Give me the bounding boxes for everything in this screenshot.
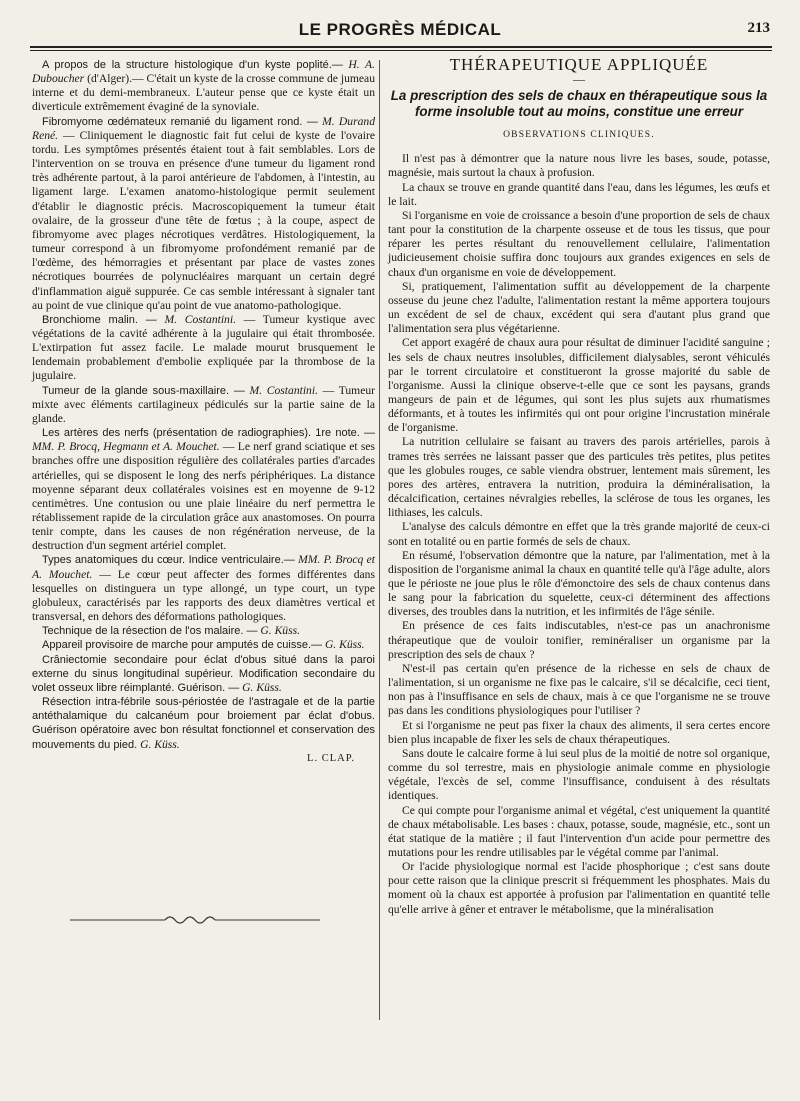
abstract-author: MM. P. Brocq, Hegmann et A. Mouchet. <box>32 440 220 454</box>
header-rule-thin <box>30 50 772 51</box>
abstract-item <box>32 115 375 313</box>
page-header <box>30 18 770 42</box>
section-dash: — <box>573 72 585 87</box>
abstract-item <box>32 426 375 553</box>
abstract-title: Les artères des nerfs (présentation de radiographies). 1re note. — <box>42 427 375 440</box>
abstract-author: H. A. Duboucher <box>32 58 375 86</box>
section-heading: THÉRAPEUTIQUE APPLIQUÉE <box>449 55 709 74</box>
abstract-item <box>32 695 375 752</box>
article-title: La prescription des sels de chaux en thérapeutique sous la forme insoluble tout au moins, constitue une erreur <box>390 88 768 120</box>
abstract-item <box>32 624 375 638</box>
article-paragraph: En présence de ces faits indiscutables, n'est-ce pas un anachronisme thérapeutique que de vouloir tonifier, reminéraliser un organisme par la prescription des sels de chaux ? <box>388 619 770 661</box>
page-number: 213 <box>747 20 770 36</box>
article-paragraph: Si l'organisme en voie de croissance a besoin d'une proportion de sels de chaux tant pour la constitution de la charpente osseuse et de tous les tissus, que pour réparer les pertes résultant du renouvellement cellulaire, l'alimentation judicieusement choisie suffira donc toujours aux grandes exigences en sels de chaux d'un organisme en voie de développement. <box>388 208 770 279</box>
journal-title: LE PROGRÈS MÉDICAL <box>298 20 502 39</box>
abstract-item <box>32 313 375 384</box>
article-paragraph: Or l'acide physiologique normal est l'acide phosphorique ; c'est sans doute pour cette raison que la clinique prescrit si fréquemment les phosphates. Mais du moment où la chaux est apportée à profusion par l'alimentation en quantité telle qu'elle arrive à gêner et entraver le métabolisme, que la minéralisation <box>388 860 770 916</box>
left-column <box>32 58 375 766</box>
header-rule-thick <box>30 46 772 48</box>
abstract-text: — Le cœur peut affecter des formes différentes dans lesquelles on distinguera un type allongé, un type court, un type globuleux, caractérisés par les rapports des deux diamètres vertical et transversal, en dehors des déformations pathologiques. <box>32 567 375 624</box>
abstract-text: — Le nerf grand sciatique et ses branches offre une disposition régulière des collatérales parties d'arcades artérielles, qui se disposent le long des nerfs périphériques. La distance moyenne séparant deux collatérales voisines est en moyenne de 9-12 centimètres. Une contusion ou une plaie linéaire du nerf permettra le rétablissement rapide de la circulation grâce aux anastomoses. On pourra tenir compte, dans les causes de non régénération nerveuse, de la destruction d'un segment artériel complet. <box>32 440 375 553</box>
abstract-title: Types anatomiques du cœur. Indice ventriculaire.— <box>42 554 295 567</box>
abstract-author: G. Küss. <box>260 624 301 638</box>
article-paragraph: Cet apport exagéré de chaux aura pour résultat de diminuer l'acidité sanguine ; les sels de chaux neutres insolubles, difficilement dialysables, seront véhiculés par le torrent circulatoire et constitueront la grosse majorité du sable de l'organisme. Aussi la clinique observe-t-elle que ce sont les paysans, grands mangeurs de pain et de légumes, qui sont les plus sujets aux rhumatismes déformants, et à toutes les infirmités qui ont pour origine l'incrustation minérale de l'organisme. <box>388 336 770 435</box>
observations-heading: OBSERVATIONS CLINIQUES. <box>503 130 655 141</box>
article-paragraph: La chaux se trouve en grande quantité dans l'eau, dans les légumes, les œufs et le lait. <box>388 180 770 208</box>
article-paragraph: Sans doute le calcaire forme à lui seul plus de la moitié de notre sol organique, comme du sol terrestre, mais en physiologie animale comme en physiologie végétale, l'excès de sel, comme l'insuffisance, conduisent à des résultats identiques. <box>388 746 770 803</box>
abstract-item <box>32 384 375 426</box>
abstract-author: G. Küss. <box>242 680 282 694</box>
abstract-title: Technique de la résection de l'os malaire. — <box>42 625 258 638</box>
abstract-author: M. Durand René. <box>32 114 375 142</box>
abstract-title: A propos de la structure histologique d'un kyste poplité.— <box>42 59 343 71</box>
article-paragraph: La nutrition cellulaire se faisant au travers des parois artérielles, parois à trames très serrées ne laissant passer que des particules très petites, plus petites que les globules rouges, ce sable viendra obstruer, lentement mais sûrement, les pores des artères, entravera la nutrition, produira la déminéralisation, la décalcification, certaines névralgies rebelles, la sclérose de tous les organes, les lithiases, les calculs. <box>388 435 770 520</box>
abstract-author: G. Küss. <box>140 737 180 751</box>
right-column <box>388 55 770 917</box>
abstract-author: M. Costantini. <box>249 383 318 397</box>
abstract-author: G. Küss. <box>324 638 365 652</box>
abstract-author: M. Costantini. <box>164 312 236 326</box>
abstract-author: MM. P. Brocq et A. Mouchet. <box>32 553 375 581</box>
article-paragraph: Ce qui compte pour l'organisme animal et végétal, c'est uniquement la quantité de chaux métabolisable. Les bases : chaux, potasse, soude, magnésie, etc., sont un état statique de la matière ; il faut l'intervention d'un acide pour permettre des mutations pour les rendre utilisables par le végétal comme par l'animal. <box>388 803 770 859</box>
abstract-title: Tumeur de la glande sous-maxillaire. — <box>42 384 245 397</box>
abstract-text: — Cliniquement le diagnostic fait fut celui de kyste de l'ovaire tordu. Les symptômes présentés étaient tout à fait semblables. Lors de l'intervention on se trouva en présence d'une tumeur du ligament rond très adhérente partout, à la paroi antérieure de l'abdomen, à l'intestin, au ligament large. L'examen anatomo-histologique permit seulement d'établir le diagnostic précis. Macroscopiquement la tumeur était ovalaire, de la grosseur d'une tête de fœtus ; à la coupe, aspect de fibromyome avec plages nécrotiques verdâtres. Histologiquement, la tumeur correspond à un fibromyome profondément remanié par de l'œdème, des hémorragies et présentant par place de vastes zones nécrotiques bourrées de polynucléaires marquant un certain degré d'inflammation aiguë suppurée. Ce cas semble intéressant à signaler tant au point de vue clinique qu'au point de vue anatomo-pathologique. <box>32 128 375 312</box>
abstract-item <box>32 653 375 695</box>
abstract-item <box>32 638 375 652</box>
article-paragraph: N'est-il pas certain qu'en présence de la richesse en sels de chaux de l'alimentation, si un organisme ne fixe pas le calcaire, s'il se décalcifie, ceci tient, non pas à l'insuffisance en sels de chaux, mais à ce que l'organisme ne se trouve pas dans les conditions physiologiques pour l'utiliser ? <box>388 661 770 718</box>
article-paragraph: Si, pratiquement, l'alimentation suffit au développement de la charpente osseuse du jeune chez l'adulte, l'alimentation restant la même apportera toujours un excédent de sel de chaux, excédent qui sera d'autant plus grand que l'alimentation sera plus végétarienne. <box>388 279 770 336</box>
abstract-text: — Tumeur mixte avec éléments cartilagineux pédiculés sur la partie saine de la glande. <box>32 383 375 425</box>
article-paragraph: En résumé, l'observation démontre que la nature, par l'alimentation, met à la disposition de l'organisme animal la chaux en quantité telle qu'à l'âge adulte, alors que le périoste ne joue plus le rôle d'émonctoire des sels de chaux contenus dans le sang pour la fabrication du squelette, ceux-ci déterminent des affections diverses, des troubles dans la nutrition, et les infirmités de l'âge sénile. <box>388 548 770 619</box>
abstract-item <box>32 58 375 115</box>
abstract-title: Bronchiome malin. — <box>42 313 157 326</box>
abstract-text: — Tumeur kystique avec végétations de la cavité adhérente à la jugulaire qui était thrombosée. L'extirpation fut assez facile. Le malade mourut brusquement le lendemain probablement d'embolie expliquée par la thrombose de la jugulaire. <box>32 312 376 383</box>
article-paragraph: Il n'est pas à démontrer que la nature nous livre les bases, soude, potasse, magnésie, mais surtout la chaux à profusion. <box>388 152 770 180</box>
column-divider <box>379 60 380 1020</box>
abstract-item <box>32 553 375 624</box>
article-paragraph: L'analyse des calculs démontre en effet que la très grande majorité de ceux-ci sont en totalité ou en partie formés de sels de chaux. <box>388 520 770 548</box>
abstract-title: Appareil provisoire de marche pour amputés de cuisse.— <box>42 639 323 652</box>
abstract-title: Fibromyome œdémateux remanié du ligament rond. — <box>42 115 318 128</box>
end-ornament <box>70 910 320 930</box>
left-signature: L. CLAP. <box>307 752 355 764</box>
abstract-text: (d'Alger).— C'était un kyste de la crosse commune de jumeau interne et du demi-membraneux. L'auteur pense que ce kyste était un diverticule extrêmement évaginé de la synoviale. <box>32 72 375 114</box>
abstract-title: Résection intra-fébrile sous-périostée de l'astragale et de la partie antéthalamique du calcanéum pour broiement par éclat d'obus. Guérison opératoire avec bon résultat fonctionnel et conservation des mouvements du pied. <box>32 696 375 751</box>
abstract-title: Crâniectomie secondaire pour éclat d'obus situé dans la paroi externe du sinus longitudinal supérieur. Modification secondaire du volet osseux libre réimplanté. Guérison. — <box>32 653 375 694</box>
article-paragraph: Et si l'organisme ne peut pas fixer la chaux des aliments, il sera certes encore bien plus incapable de fixer les sels de chaux thérapeutiques. <box>388 718 770 746</box>
